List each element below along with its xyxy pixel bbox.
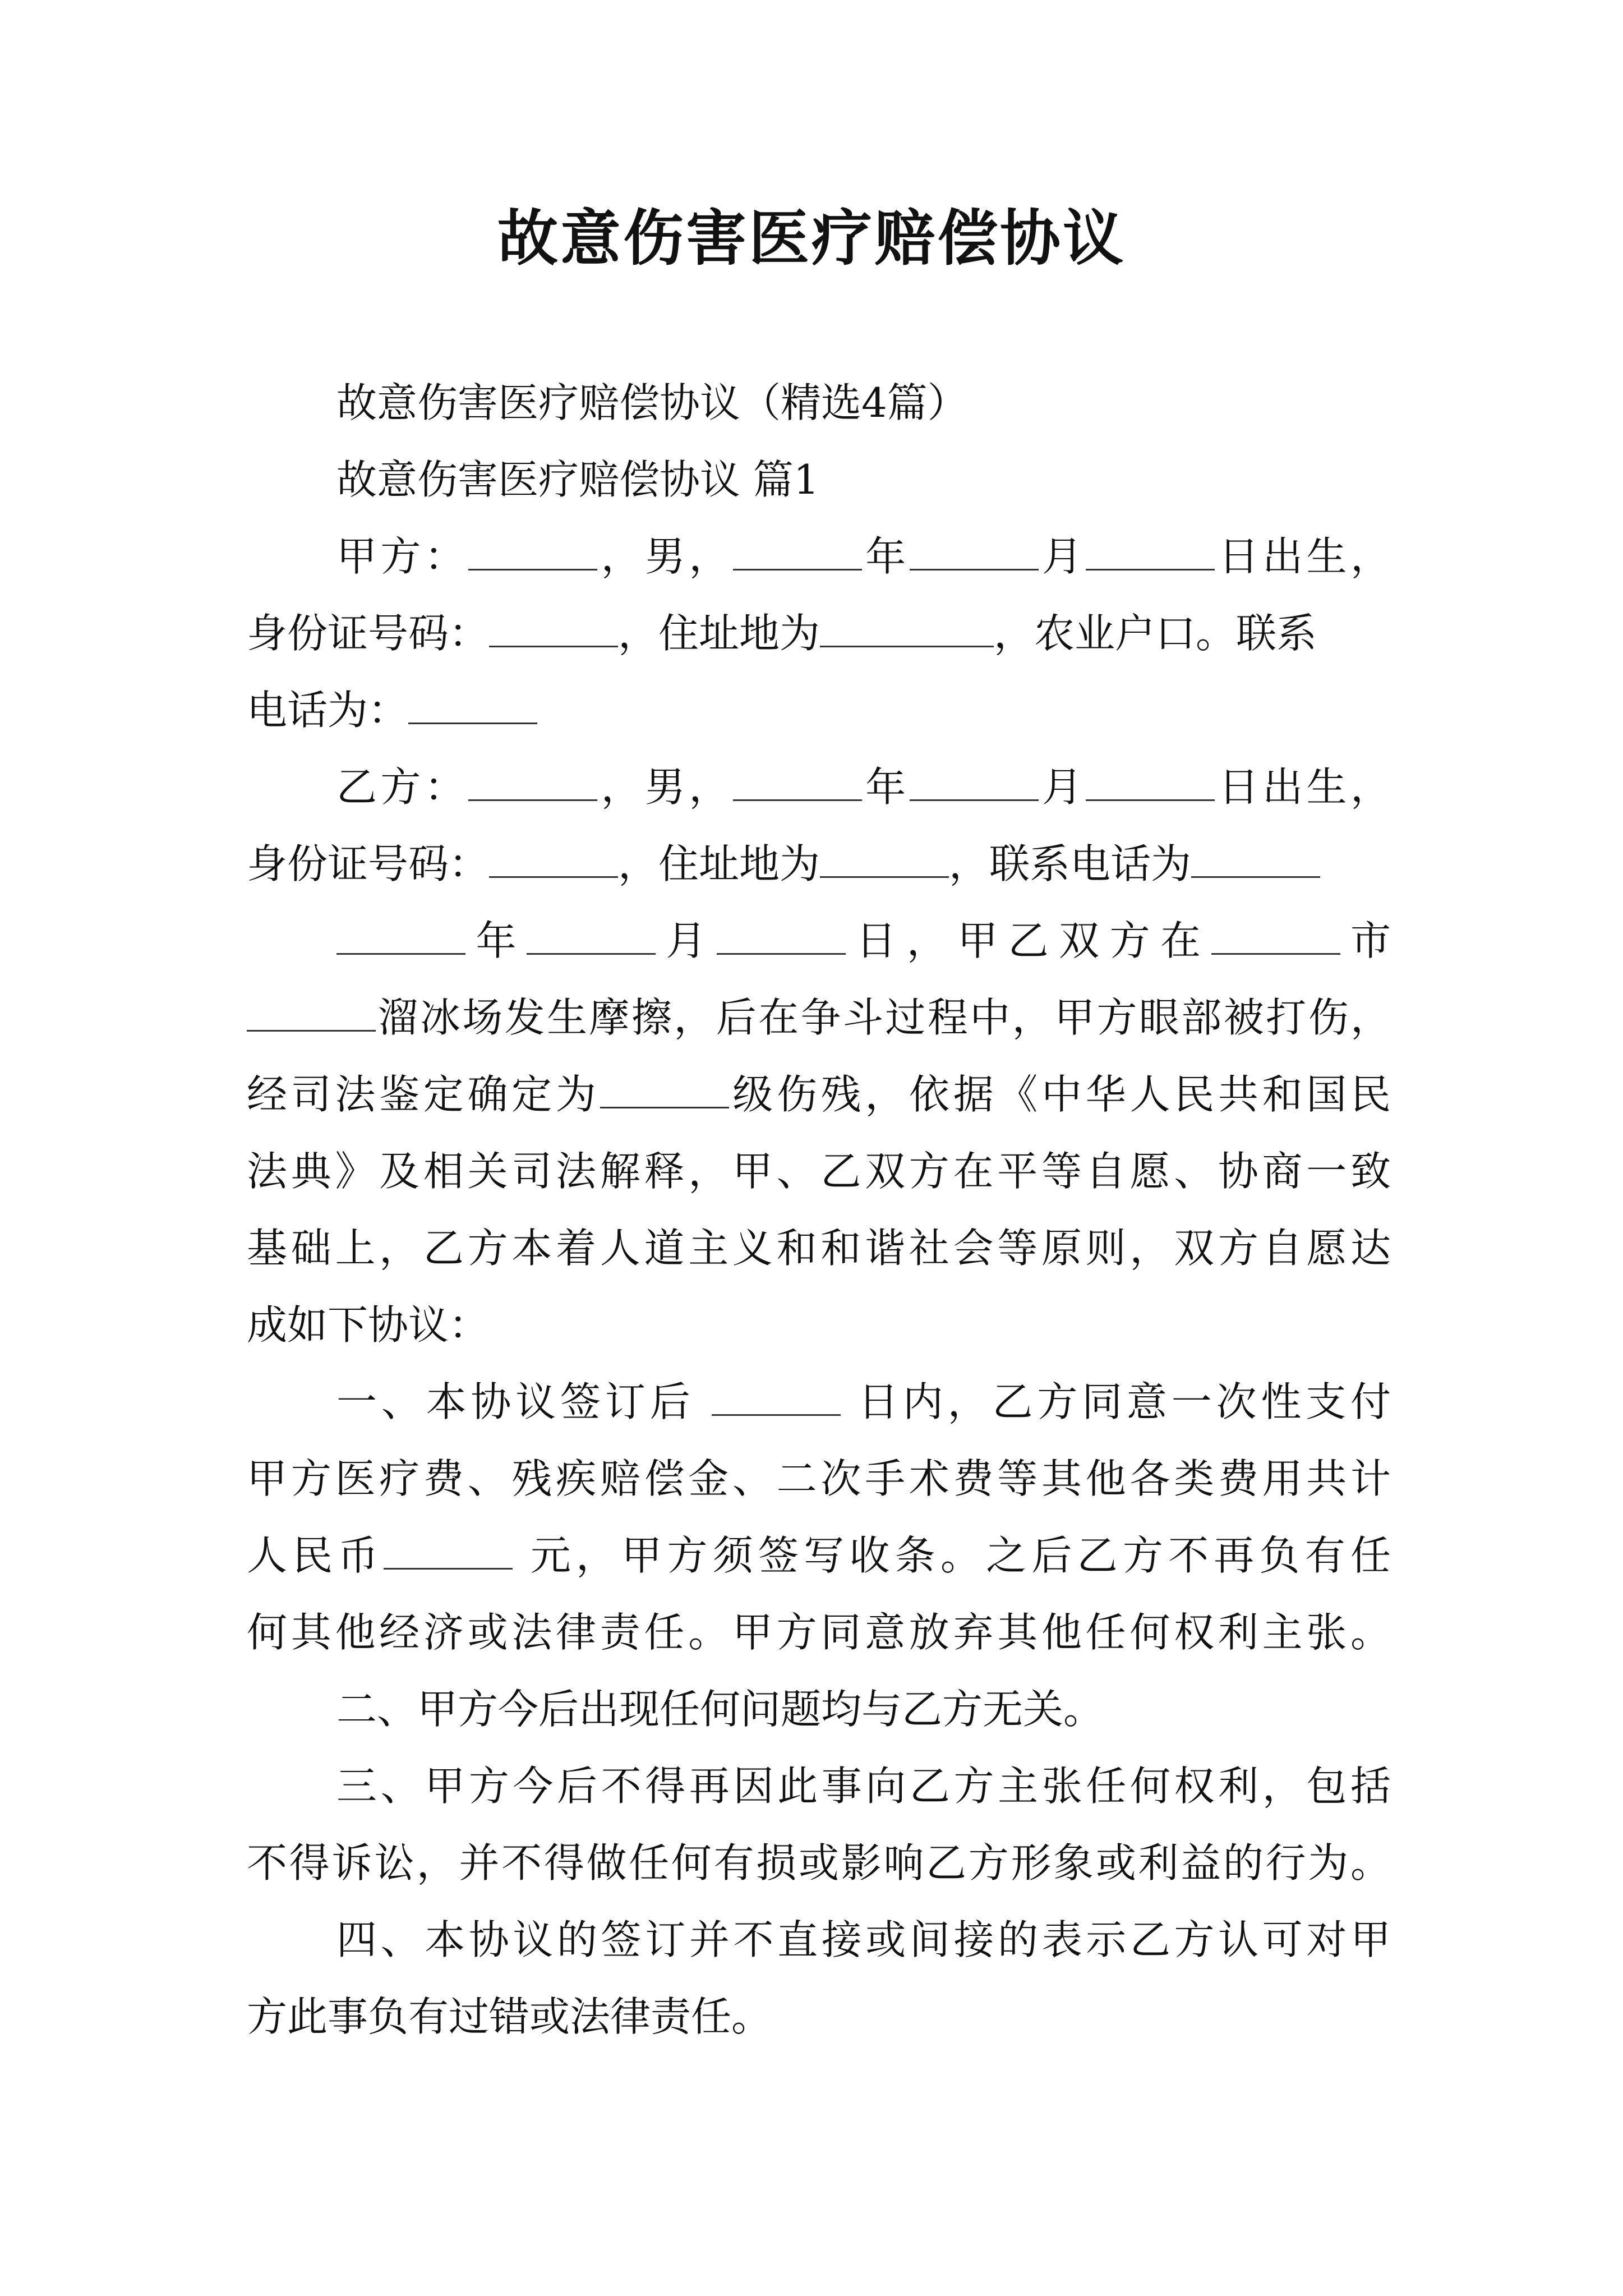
text-fragment: 溜冰场发生摩擦，后在争斗过程中，甲方眼部被打伤， xyxy=(376,994,1391,1041)
blank-field xyxy=(820,843,949,878)
incident-line-6: 成如下协议： xyxy=(247,1301,490,1349)
text-fragment: ，男， xyxy=(597,763,733,811)
text-fragment: 年 xyxy=(465,917,527,964)
text-fragment: ，住址地为 xyxy=(618,610,820,657)
document-body xyxy=(247,365,1391,2055)
clause-1-line-4: 何其他经济或法律责任。甲方同意放弃其他任何权利主张。 xyxy=(247,1609,1391,1656)
text-fragment: 日出生， xyxy=(1215,763,1391,811)
clause-3-line-1: 三、甲方今后不得再因此事向乙方主张任何权利，包括 xyxy=(336,1763,1391,1810)
text-fragment: 元，甲方须签写收条。之后乙方不再负有任 xyxy=(512,1532,1391,1579)
incident-line-3 xyxy=(247,1056,1391,1133)
document-title: 故意伤害医疗赔偿协议 xyxy=(497,203,1126,274)
blank-field xyxy=(600,1073,729,1108)
blank-field xyxy=(468,535,597,570)
clause-1-line-2: 甲方医疗费、残疾赔偿金、二次手术费等其他各类费用共计 xyxy=(247,1455,1391,1502)
text-fragment: 月 xyxy=(1038,533,1086,580)
clause-3-line-2: 不得诉讼，并不得做任何有损或影响乙方形象或利益的行为。 xyxy=(247,1839,1391,1887)
party-a-line-2 xyxy=(247,595,1391,672)
text-fragment: ，农业户口。联系 xyxy=(994,610,1317,657)
section-heading: 故意伤害医疗赔偿协议 篇1 xyxy=(336,456,819,503)
text-fragment: 级伤残，依据《中华人民共和国民 xyxy=(728,1071,1391,1118)
text-fragment: 月 xyxy=(1038,763,1086,811)
blank-field xyxy=(468,766,597,801)
text-fragment: ，住址地为 xyxy=(618,840,820,887)
blank-field xyxy=(820,612,994,647)
text-fragment: 市 xyxy=(1340,917,1391,964)
blank-field xyxy=(1086,766,1215,801)
clause-1-line-1 xyxy=(247,1364,1391,1441)
text-fragment: 电话为： xyxy=(247,687,409,734)
text-fragment: 日出生， xyxy=(1215,533,1391,580)
blank-field xyxy=(247,996,376,1032)
text-fragment: 身份证号码： xyxy=(247,840,490,887)
blank-field xyxy=(717,919,846,955)
party-a-line-1 xyxy=(247,518,1391,595)
party-b-label: 乙方： xyxy=(336,763,469,811)
blank-field xyxy=(527,919,656,955)
blank-field xyxy=(1086,535,1215,570)
party-a-line-3 xyxy=(247,672,1391,749)
text-fragment: 月 xyxy=(655,917,717,964)
blank-field xyxy=(1211,919,1340,955)
text-fragment: 日，甲乙双方在 xyxy=(845,917,1211,964)
text-fragment: 日内，乙方同意一次性支付 xyxy=(841,1378,1391,1425)
text-fragment: 身份证号码： xyxy=(247,610,490,657)
blank-field xyxy=(384,1534,513,1570)
incident-line-1 xyxy=(247,903,1391,979)
party-a-label: 甲方： xyxy=(336,533,469,580)
blank-field xyxy=(489,612,618,647)
party-b-line-2 xyxy=(247,826,1391,903)
text-fragment: ，联系电话为 xyxy=(949,840,1192,887)
blank-field xyxy=(489,843,618,878)
text-fragment: 经司法鉴定确定为 xyxy=(247,1071,600,1118)
blank-field xyxy=(910,766,1039,801)
incident-line-4: 法典》及相关司法解释，甲、乙双方在平等自愿、协商一致 xyxy=(247,1148,1391,1195)
blank-field xyxy=(910,535,1039,570)
text-fragment: 年 xyxy=(861,763,910,811)
clause-4-line-1: 四、本协议的签订并不直接或间接的表示乙方认可对甲 xyxy=(336,1916,1391,1963)
text-fragment: 一、本协议签订后 xyxy=(336,1378,712,1425)
blank-field xyxy=(733,766,862,801)
blank-field xyxy=(712,1381,841,1416)
clause-1-line-3 xyxy=(247,1517,1391,1594)
blank-field xyxy=(1191,843,1320,878)
text-fragment: ，男， xyxy=(597,533,733,580)
clause-2: 二、甲方今后出现任何问题均与乙方无关。 xyxy=(336,1686,1104,1733)
blank-field xyxy=(336,919,465,955)
party-b-line-1 xyxy=(247,749,1391,826)
incident-line-5: 基础上，乙方本着人道主义和和谐社会等原则，双方自愿达 xyxy=(247,1225,1391,1272)
incident-line-2 xyxy=(247,979,1391,1056)
subtitle: 故意伤害医疗赔偿协议（精选4篇） xyxy=(336,379,968,426)
text-fragment: 年 xyxy=(861,533,910,580)
clause-4-line-2: 方此事负有过错或法律责任。 xyxy=(247,1993,772,2040)
blank-field xyxy=(733,535,862,570)
text-fragment: 人民币 xyxy=(247,1532,384,1579)
blank-field xyxy=(408,689,537,724)
